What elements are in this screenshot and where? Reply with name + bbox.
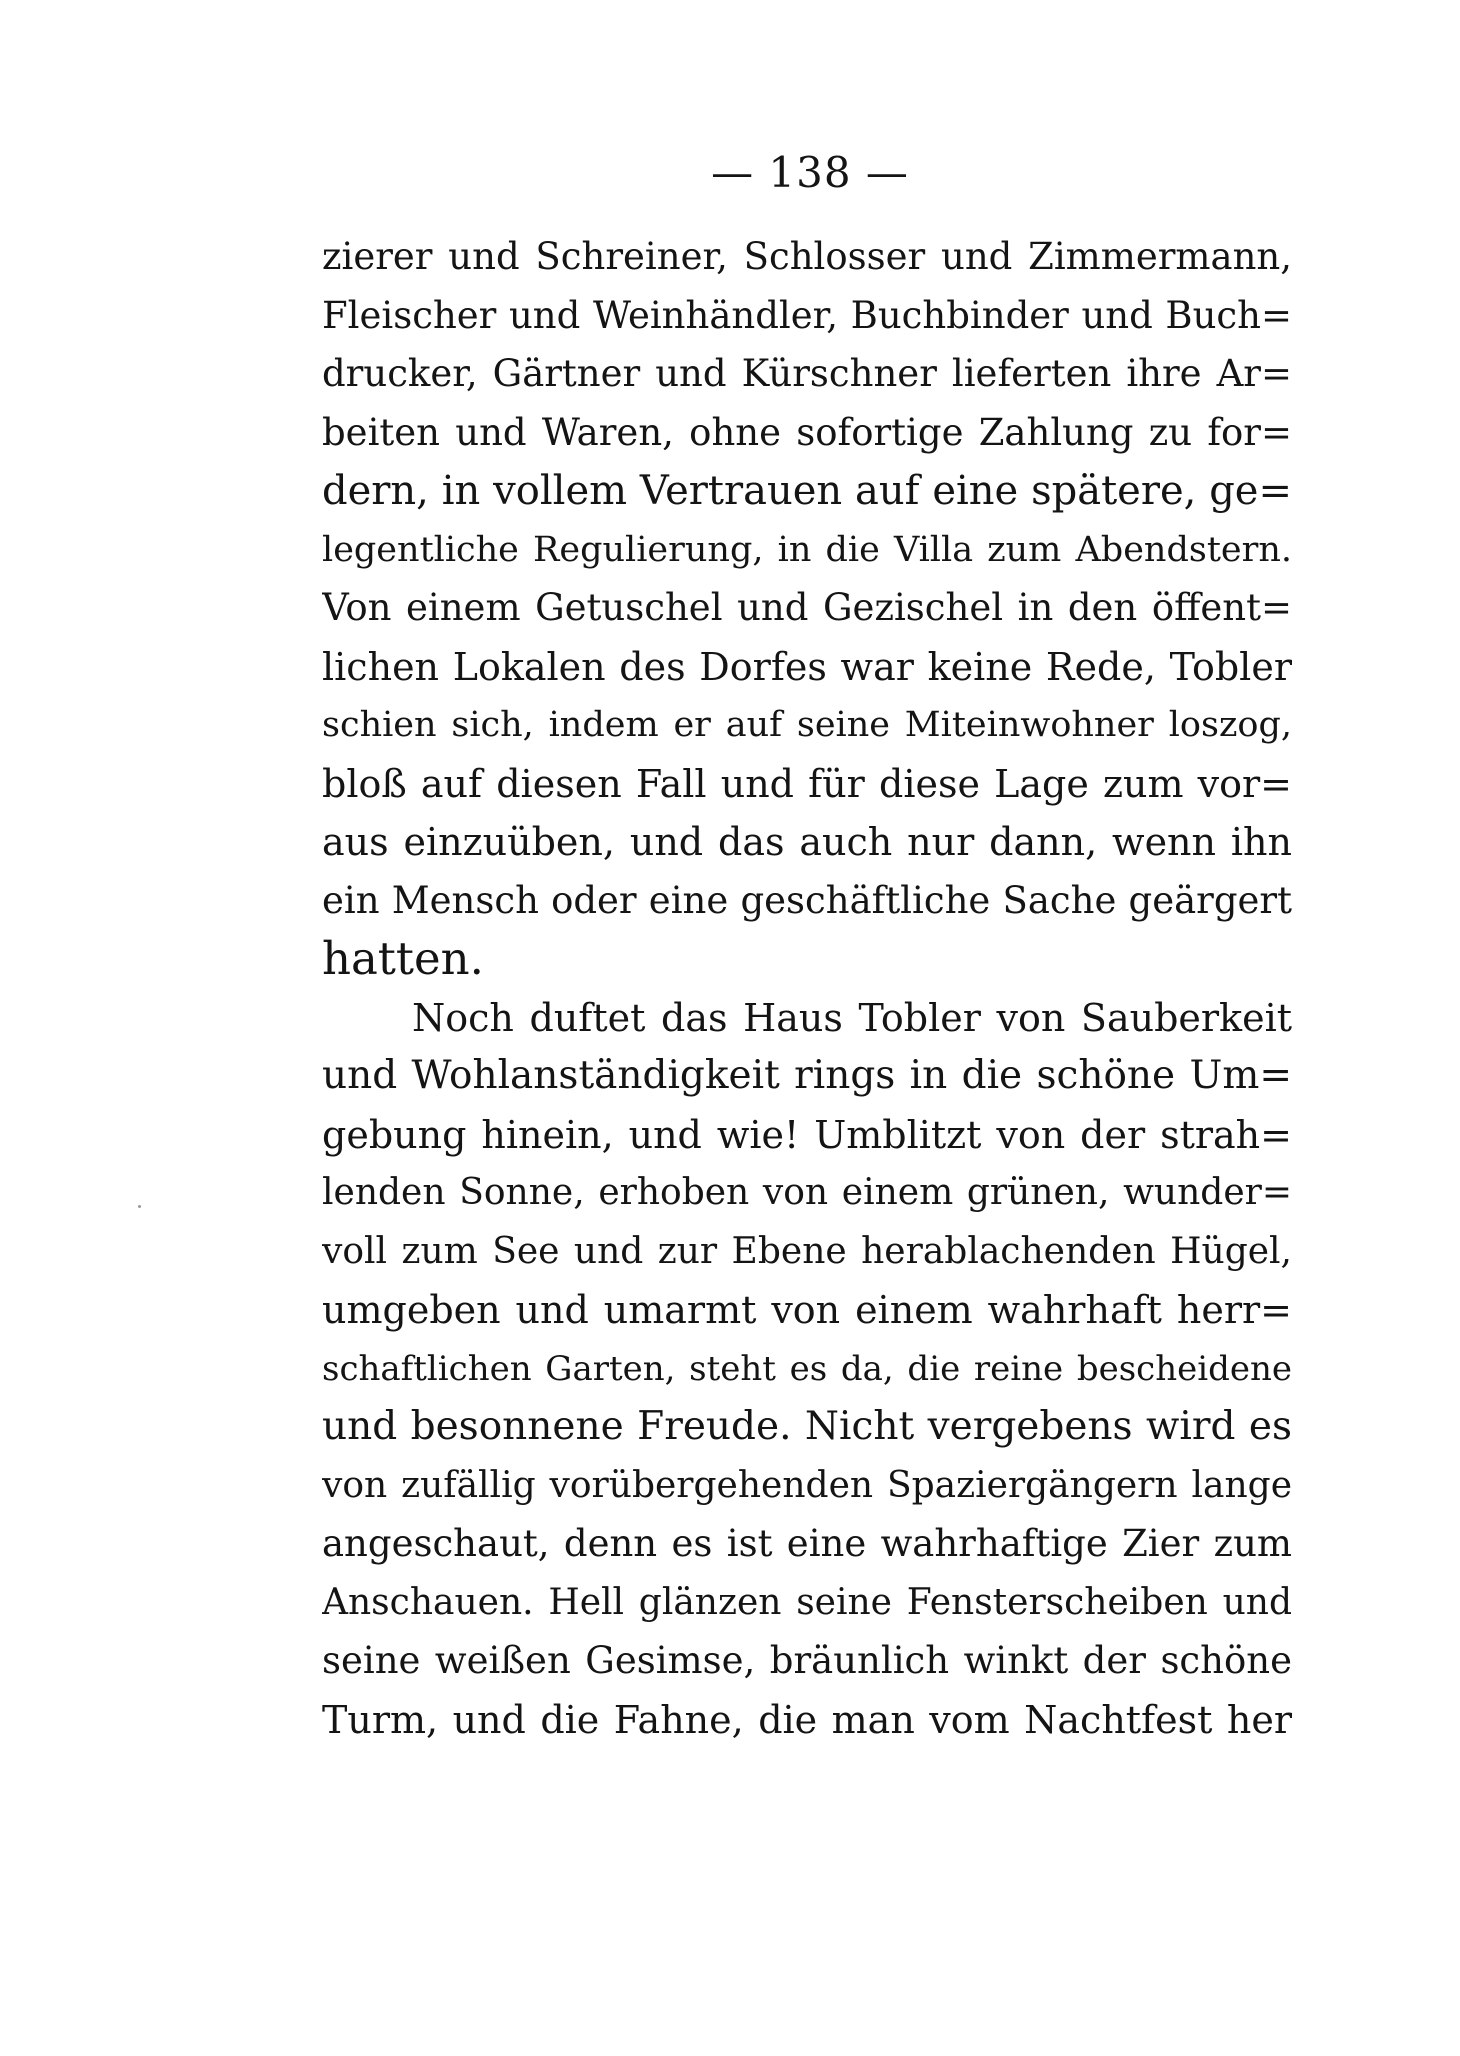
text-line: gebung hinein, und wie! Umblitzt von der strah=: [322, 1112, 1292, 1157]
text-line: angeschaut, denn es ist eine wahrhaftige Zier zum: [322, 1522, 1292, 1565]
text-line: von zufällig vorübergehenden Spaziergängern lange: [322, 1464, 1292, 1506]
margin-speck: [138, 1205, 141, 1208]
text-line: beiten und Waren, ohne sofortige Zahlung zu for=: [322, 410, 1292, 454]
text-line: drucker, Gärtner und Kürschner lieferten ihre Ar=: [322, 352, 1292, 395]
text-line: lichen Lokalen des Dorfes war keine Rede, Tobler: [322, 644, 1292, 689]
text-line: seine weißen Gesimse, bräunlich winkt der schöne: [322, 1639, 1292, 1682]
text-line: dern, in vollem Vertrauen auf eine spätere, ge=: [322, 468, 1292, 514]
text-line: schaftlichen Garten, steht es da, die reine bescheidene: [322, 1348, 1292, 1389]
paragraph-start-line: Noch duftet das Haus Tobler von Sauberkeit: [412, 995, 1292, 1040]
text-line: Turm, und die Fahne, die man vom Nachtfest her: [322, 1697, 1292, 1742]
text-line: zierer und Schreiner, Schlosser und Zimmermann,: [322, 235, 1292, 278]
text-line: legentliche Regulierung, in die Villa zum Abendstern.: [322, 529, 1292, 570]
text-line: voll zum See und zur Ebene herablachenden Hügel,: [322, 1230, 1292, 1272]
text-line: bloß auf diesen Fall und für diese Lage zum vor=: [322, 761, 1292, 806]
text-line: aus einzuüben, und das auch nur dann, wenn ihn: [322, 820, 1292, 864]
text-line: Von einem Getuschel und Gezischel in den öffent=: [322, 586, 1292, 629]
page-number: — 138 —: [711, 148, 909, 197]
text-line: ein Mensch oder eine geschäftliche Sache geärgert: [322, 878, 1292, 922]
text-line: Anschauen. Hell glänzen seine Fensterscheiben und: [322, 1581, 1292, 1623]
text-line: und Wohlanständigkeit rings in die schöne Um=: [322, 1053, 1292, 1098]
text-line: umgeben und umarmt von einem wahrhaft herr=: [322, 1288, 1292, 1332]
body-text: [322, 228, 1292, 1749]
text-line: Fleischer und Weinhändler, Buchbinder und Buch=: [322, 293, 1292, 337]
text-line: lenden Sonne, erhoben von einem grünen, wunder=: [322, 1172, 1292, 1213]
text-line: schien sich, indem er auf seine Miteinwohner loszog,: [322, 705, 1292, 745]
text-line: und besonnene Freude. Nicht vergebens wird es: [322, 1404, 1292, 1449]
paragraph-end-line: hatten.: [322, 932, 484, 985]
